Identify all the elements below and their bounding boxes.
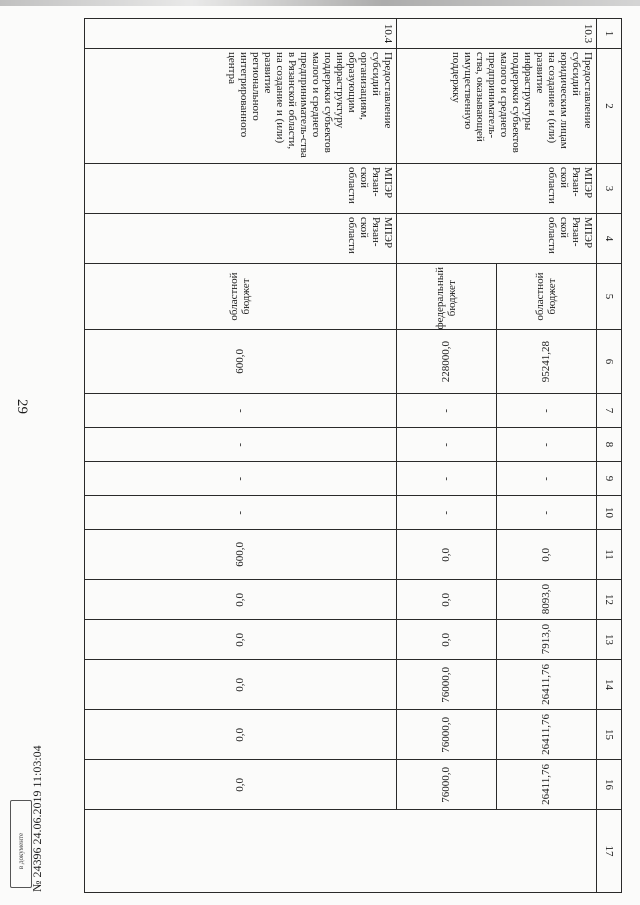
document-stamp: № 24396 24.06.2019 11:03:04 [30,745,44,892]
col-header: 3 [597,164,622,214]
value-cell: 26411,76 [497,760,597,810]
col-header: 1 [597,19,622,49]
row-executor: МПЭР Рязан-ской области [85,164,397,214]
value-cell: - [85,394,397,428]
value-cell: 0,0 [85,660,397,710]
funding-source-label: областной бюджет [534,272,559,321]
value-cell: - [397,462,497,496]
col-header: 5 [597,264,622,330]
value-cell: 0,0 [397,620,497,660]
value-cell: 76000,0 [397,710,497,760]
value-cell: - [497,462,597,496]
col-header: 2 [597,49,622,164]
value-cell: 76000,0 [397,760,497,810]
value-cell: 0,0 [85,710,397,760]
value-cell: - [85,496,397,530]
col-header: 10 [597,496,622,530]
row-coexecutor: МПЭР Рязан-ской области [85,214,397,264]
value-cell: 228000,0 [397,330,497,394]
value-cell: - [397,496,497,530]
row-subject: Предоставление субсидий юридическим лицам на создание и (или) развитие инфраструктуры поддержки субъектов малого и среднего предприниматель-ства, оказывающей имущественную поддержку [397,49,597,164]
value-cell: - [397,394,497,428]
col-header: 13 [597,620,622,660]
rotated-table-container [66,18,622,888]
col-header: 14 [597,660,622,710]
value-cell: 8093,0 [497,580,597,620]
value-cell: - [85,462,397,496]
seal-stamp [10,800,32,888]
funding-source-label: федеральный бюджет [434,267,459,330]
table-row [497,19,597,893]
col-header: 12 [597,580,622,620]
value-cell: 0,0 [85,620,397,660]
value-cell: 600,0 [85,530,397,580]
value-cell: 0,0 [397,580,497,620]
col-header: 7 [597,394,622,428]
col-header: 17 [597,810,622,893]
header-row [597,19,622,893]
value-cell: 0,0 [85,760,397,810]
value-cell: - [85,428,397,462]
seal-label: в документе [17,832,25,870]
funding-source [85,264,397,330]
value-cell: 0,0 [397,530,497,580]
row-subject: Предоставление субсидий организациям, образующим инфраструктуру поддержки субъектов малого и среднего предприниматель-ства в Рязанской области, на создание и (или) развитие регионального интегрированного центра [85,49,397,164]
value-cell: - [497,496,597,530]
col-header: 11 [597,530,622,580]
page-number: 29 [14,399,30,414]
funding-source-label: областной бюджет [228,272,253,321]
value-cell: - [497,428,597,462]
value-cell: 95241,28 [497,330,597,394]
program-table [84,18,622,893]
row-number: 10.4 [85,19,397,49]
value-cell: 26411,76 [497,660,597,710]
value-cell: 0,0 [85,580,397,620]
col-header: 16 [597,760,622,810]
row-number: 10.3 [397,19,597,49]
table-row [85,19,397,893]
funding-source [497,264,597,330]
value-cell: 76000,0 [397,660,497,710]
col-header: 4 [597,214,622,264]
value-cell: 26411,76 [497,710,597,760]
value-cell: - [497,394,597,428]
funding-source [397,264,497,330]
value-cell: 600,0 [85,330,397,394]
row-coexecutor: МПЭР Рязан-ской области [397,214,597,264]
col-header: 15 [597,710,622,760]
value-cell: 7913,0 [497,620,597,660]
row-executor: МПЭР Рязан-ской области [397,164,597,214]
value-cell: 0,0 [497,530,597,580]
col-header: 9 [597,462,622,496]
col-header: 8 [597,428,622,462]
empty-cell [85,810,597,893]
value-cell: - [397,428,497,462]
scan-edge [0,0,640,6]
col-header: 6 [597,330,622,394]
